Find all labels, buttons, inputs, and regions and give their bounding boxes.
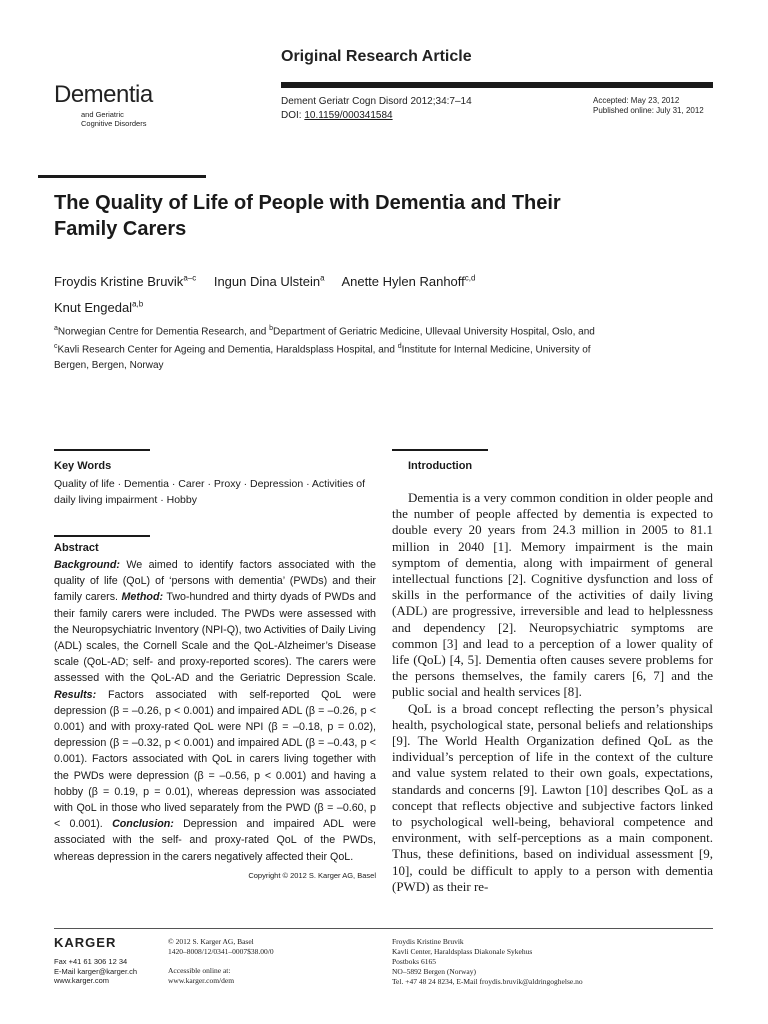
introduction-paragraph: QoL is a broad concept reflecting the person’s physical health, psychological state, personal beliefs and relationships [9]. The World Health Organization defined QoL as the individual’s perception of life in the context of the culture and value system related to their own goals, expectations, standards and concerns [9]. Lawton [10] describes QoL as a concept that reflects objective and subjective factors linked to psychological well-being, behavioral competence and environment, with self-perceptions as a main component. Thus, these definitions, based on individual assessment [9, 10], could be difficult to apply to a person with dementia (PWD) as their re- [392, 700, 713, 894]
accepted-date: Accepted: May 23, 2012 [593, 96, 680, 105]
publisher-website[interactable]: www.karger.com [54, 976, 110, 985]
affiliation-text: Department of Geriatric Medicine, Ullevaal University Hospital, Oslo, and [273, 326, 595, 338]
author-affiliation-marker: a [320, 274, 325, 283]
article-type-label: Original Research Article [281, 48, 472, 65]
corr-postbox: Postboks 6165 [392, 957, 436, 966]
author [214, 274, 325, 289]
author-affiliation-marker: a–c [183, 274, 197, 283]
key-words-heading: Key Words [54, 460, 112, 472]
doi-link[interactable]: 10.1159/000341584 [304, 110, 393, 121]
corr-contact[interactable]: Tel. +47 48 24 8234, E-Mail froydis.bruvik@aldringoghelse.no [392, 977, 583, 986]
publisher-fax: Fax +41 61 306 12 34 [54, 957, 128, 966]
online-label: Accessible online at: [168, 966, 231, 975]
publisher-email[interactable]: E-Mail karger@karger.ch [54, 966, 138, 976]
corr-institution: Kavli Center, Haraldsplass Diakonale Sykehus [392, 947, 533, 956]
author-affiliation-marker: a,b [132, 299, 144, 309]
abstract-conclusion-label: Conclusion: [112, 818, 174, 831]
author [54, 300, 143, 315]
author-name: Ingun Dina Ulstein [213, 274, 321, 290]
issn-line: 1420–8008/12/0341–0007$38.00/0 [168, 946, 274, 956]
affiliation-marker: c [54, 343, 58, 351]
publisher-logo: KARGER [54, 935, 117, 950]
abstract-background-label: Background: [54, 559, 120, 571]
affiliation-text: Institute for Internal Medicine, University of Bergen, Bergen, Norway [54, 344, 591, 371]
journal-logo-main: Dementia [54, 81, 153, 108]
journal-logo [54, 82, 153, 128]
footer-rule [54, 928, 713, 929]
abstract-heading: Abstract [54, 542, 99, 554]
doi-label: DOI: [281, 110, 305, 121]
journal-logo-sub [81, 110, 153, 128]
abstract-results-text: Factors associated with self-reported QoL were depression (β = –0.26, p < 0.001) and impaired ADL (β = –0.26, p < 0.001) and with proxy-rated QoL were NPI (β = –0.18, p = 0.02), depression (β = –0.32, p < 0.001) and impaired ADL (β = –0.43, p < 0.001). Factors associated with QoL in carers living together with the PWDs were depression (β = –0.56, p < 0.001) and having a hobby (β = 0.19, p = 0.01), whereas depression was associated with QoL in those who lived separately from the PWD (β = –0.60, p < 0.001). [54, 688, 376, 831]
online-link[interactable]: www.karger.com/dem [168, 975, 235, 985]
author-name: Froydis Kristine Bruvik [54, 274, 184, 290]
key-words-text: Quality of life · Dementia · Carer · Proxy · Depression · Activities of daily living impairment · Hobby [54, 478, 366, 506]
abstract-background-text: We aimed to identify factors associated with the quality of life (QoL) of ‘persons with dementia’ (PWDs) and their family carers. [54, 559, 376, 604]
publisher-contact [54, 957, 137, 986]
introduction-body [392, 490, 713, 895]
affiliation-marker: d [397, 343, 402, 351]
journal-logo-sub-line-2: Cognitive Disorders [81, 119, 147, 128]
affiliations [54, 321, 614, 373]
author-affiliation-marker: c,d [464, 274, 476, 283]
citation-block [281, 95, 472, 123]
author-name: Anette Hylen Ranhoff [341, 274, 465, 290]
journal-logo-sub-line-1: and Geriatric [81, 110, 124, 119]
author [54, 274, 196, 289]
abstract-conclusion-text: Depression and impaired ADL were associated with the self- and proxy-rated QoL of the PWDs, whereas depression in the carers negatively affected their QoL. [54, 818, 376, 863]
affiliation-text: Kavli Research Center for Ageing and Dementia, Haraldsplass Hospital, and [57, 344, 398, 356]
abstract-method-label: Method: [121, 591, 164, 604]
doi-line [281, 109, 472, 123]
article-title: The Quality of Life of People with Dementia and Their Family Carers [54, 192, 561, 240]
introduction-paragraph: Dementia is a very common condition in older people and the number of people affected by dementia is expected to double every 20 years from 24.3 million in 2005 to 81.1 million in 2040 [1]. Memory impairment is the main symptom of dementia, along with impairment of general intellectual functions [2]. Cognitive dysfunction and loss of skills in the performance of the activities of daily living (ADL) are progressive, irreversible and lead to helplessness and dependency [2]. Neuropsychiatric symptoms are common [3] and lead to a perception of a lower quality of life (QoL) [4, 5]. Dementia often causes severe problems for the persons themselves, the family carers [6, 7] and the public social and health services [8]. [392, 490, 713, 700]
title-rule [38, 175, 206, 178]
affiliation-marker: a [54, 325, 58, 332]
author-list [54, 268, 674, 319]
affiliation-marker: b [269, 325, 274, 332]
key-words-rule [54, 449, 150, 451]
copyright-line: © 2012 S. Karger AG, Basel [168, 937, 254, 946]
author-name: Knut Engedal [54, 299, 133, 315]
footer-copyright [168, 937, 274, 956]
abstract-body [54, 557, 376, 884]
corr-name: Froydis Kristine Bruvik [392, 937, 464, 946]
citation-text: Dement Geriatr Cogn Disord 2012;34:7–14 [281, 96, 472, 107]
abstract-copyright: Copyright © 2012 S. Karger AG, Basel [248, 870, 376, 880]
affiliation-text: Norwegian Centre for Dementia Research, and [57, 326, 270, 338]
introduction-heading: Introduction [408, 460, 473, 472]
abstract-method-text: Two-hundred and thirty dyads of PWDs and their family carers were included. The PWDs were assessed with the Neuropsychiatric Inventory (NPI-Q), two Activities of Daily Living (ADL) scales, the Cornell Scale and the QoL-Alzheimer’s Disease scale (QoL-AD; self- and proxy-reported scores). The carers were assessed with the QoL-AD and the Geriatric Depression Scale. [54, 591, 376, 685]
author [341, 274, 475, 289]
dates-block [593, 96, 704, 116]
abstract-results-label: Results: [54, 688, 97, 701]
introduction-rule [392, 449, 488, 451]
published-date: Published online: July 31, 2012 [593, 106, 704, 115]
correspondence-address [392, 937, 583, 987]
abstract-rule [54, 535, 150, 537]
header-rule [281, 82, 713, 88]
footer-online [168, 966, 234, 985]
corr-city: NO–5892 Bergen (Norway) [392, 967, 477, 976]
